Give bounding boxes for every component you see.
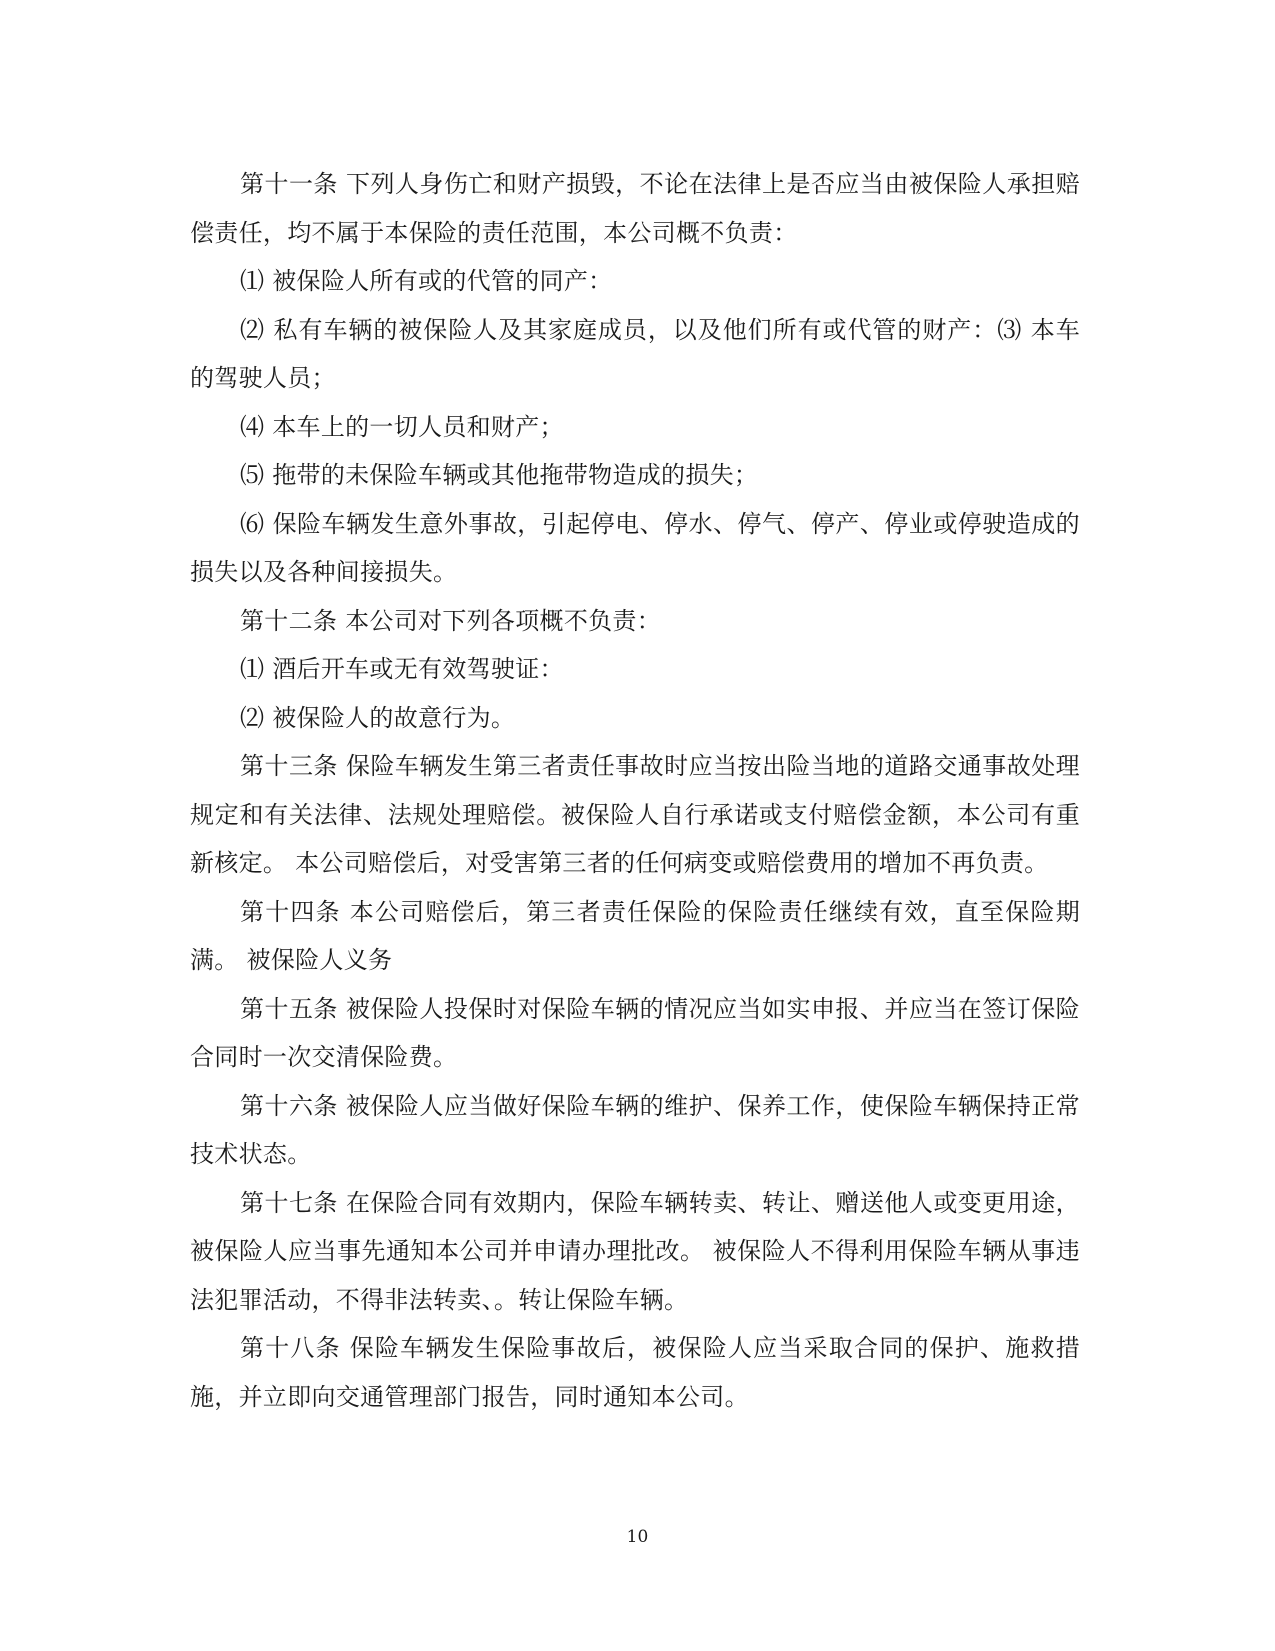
article-15-paragraph: 第十五条 被保险人投保时对保险车辆的情况应当如实申报、并应当在签订保险合同时一次交清保险费。 [190,994,1080,1071]
article-16-paragraph: 第十六条 被保险人应当做好保险车辆的维护、保养工作，使保险车辆保持正常技术状态。 [190,1091,1080,1168]
article-18-paragraph: 第十八条 保险车辆发生保险事故后，被保险人应当采取合同的保护、施救措施，并立即向交通管理部门报告，同时通知本公司。 [190,1334,1080,1411]
document-body [190,160,1080,1421]
article-11-item-1: ⑴ 被保险人所有或的代管的同产： [240,267,613,295]
article-12-item-2: ⑵ 被保险人的故意行为。 [240,703,516,732]
article-12-paragraph: 第十二条 本公司对下列各项概不负责： [240,606,662,635]
article-12-item-1: ⑴ 酒后开车或无有效驾驶证： [240,655,564,683]
article-11-item-6: ⑹ 保险车辆发生意外事故，引起停电、停水、停气、停产、停业或停驶造成的损失以及各种间接损失。 [190,509,1080,586]
article-13-paragraph: 第十三条 保险车辆发生第三者责任事故时应当按出险当地的道路交通事故处理规定和有关法律、法规处理赔偿。被保险人自行承诺或支付赔偿金额，本公司有重新核定。 本公司赔偿后，对受害第三者的任何病变或赔偿费用的增加不再负责。 [190,752,1080,877]
page-number: 10 [626,1527,649,1547]
article-17-paragraph: 第十七条 在保险合同有效期内，保险车辆转卖、转让、赠送他人或变更用途，被保险人应当事先通知本公司并申请办理批改。 被保险人不得利用保险车辆从事违法犯罪活动，不得非法转卖、。转让保险车辆。 [190,1188,1080,1314]
article-11-item-4: ⑷ 本车上的一切人员和财产； [240,412,564,441]
article-11-item-2-3: ⑵ 私有车辆的被保险人及其家庭成员，以及他们所有或代管的财产：⑶ 本车的驾驶人员； [190,315,1080,392]
article-14-paragraph: 第十四条 本公司赔偿后，第三者责任保险的保险责任继续有效，直至保险期满。 被保险人义务 [190,897,1080,974]
article-11-item-5: ⑸ 拖带的未保险车辆或其他拖带物造成的损失； [240,461,759,489]
article-11-paragraph: 第十一条 下列人身伤亡和财产损毁，不论在法律上是否应当由被保险人承担赔偿责任，均不属于本保险的责任范围，本公司概不负责： [190,170,1080,247]
